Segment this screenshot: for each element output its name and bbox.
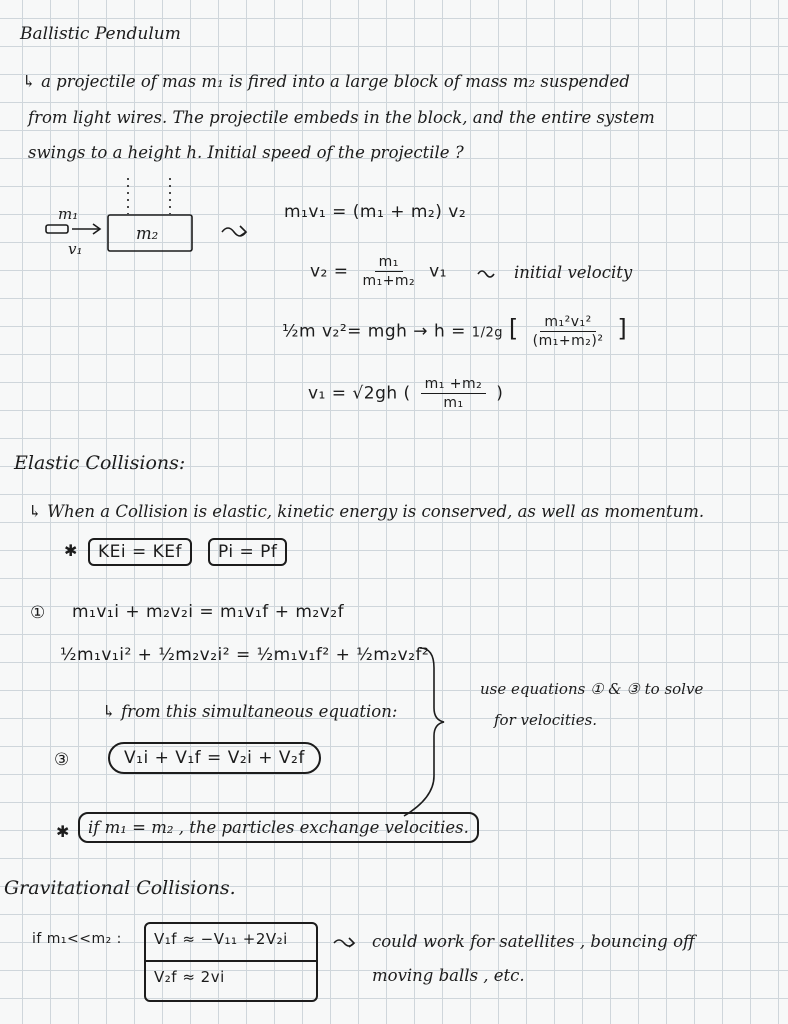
eq-v1-rhs: ): [496, 383, 504, 404]
marker-1: ①: [30, 603, 46, 623]
eq-v1-den: m₁: [443, 395, 464, 411]
eq-v2-num: m₁: [375, 254, 403, 272]
side-note-line-2: for velocities.: [494, 711, 598, 729]
gravitational-heading: Gravitational Collisions.: [4, 877, 236, 899]
box-ke: KEi = KEf: [88, 538, 192, 566]
initial-velocity-note: initial velocity: [514, 263, 633, 282]
page-title: Ballistic Pendulum: [20, 24, 181, 44]
eq-v2: [310, 254, 447, 289]
simultaneous-text: [102, 702, 397, 721]
eq-elastic-3: V₁i + V₁f = V₂i + V₂f: [108, 742, 321, 774]
simultaneous-text-label: from this simultaneous equation:: [121, 702, 398, 721]
eq-v2-den: m₁+m₂: [362, 273, 416, 289]
gravitational-condition: if m₁<<m₂ :: [32, 931, 122, 947]
marker-3: ③: [54, 750, 70, 770]
projectile-label: m₁: [58, 205, 79, 223]
box-p: Pi = Pf: [208, 538, 287, 566]
eq-v2-fraction: [358, 254, 419, 289]
eq-elastic-2: ½m₁v₁i² + ½m₂v₂i² = ½m₁v₁f² + ½m₂v₂f²: [60, 645, 430, 665]
gravitational-eq-a: V₁f ≈ −V₁₁ +2V₂i: [154, 930, 288, 948]
problem-line-3: swings to a height h. Initial speed of the projectile ?: [28, 143, 464, 162]
arrow-icon: ↳: [28, 502, 48, 521]
eq-v1: [308, 376, 503, 411]
projectile-shape: [46, 225, 68, 233]
eq-energy: ½m v₂²= mgh → h = 1/2g [ $\frac{\text{m₁²v₁²}}{\text{(m₁+m₂)²}}$ ]: [282, 314, 628, 349]
eq-elastic-1: m₁v₁i + m₂v₂i = m₁v₁f + m₂v₂f: [72, 602, 345, 622]
elastic-statement-text: When a Collision is elastic, kinetic energy is conserved, as well as momentum.: [47, 502, 705, 521]
elastic-statement: [28, 502, 704, 521]
brace-shape: [404, 648, 444, 816]
arrow-icon: ↳: [102, 702, 122, 721]
eq-energy-coef: 1/2g: [471, 325, 503, 341]
star-icon: ✱: [64, 541, 78, 560]
gravitational-note-line-1: could work for satellites , bouncing off: [372, 932, 695, 951]
gravitational-eq-b: V₂f ≈ 2vi: [154, 968, 225, 986]
eq-v1-fraction: [421, 376, 487, 411]
eq-v2-lhs: v₂ =: [310, 261, 349, 282]
star-icon: ✱: [56, 822, 70, 841]
eq-energy-num: m₁²v₁²: [540, 314, 595, 332]
velocity-label: v₁: [68, 240, 83, 258]
gravitational-divider: [144, 960, 318, 962]
side-note-line-1: use equations ① & ③ to solve: [480, 680, 704, 698]
eq-v2-rhs: v₁: [429, 261, 447, 282]
equal-mass-note: if m₁ = m₂ , the particles exchange velocities.: [78, 812, 479, 843]
gravitational-note-line-2: moving balls , etc.: [372, 966, 525, 985]
arrow-icon: ↳: [22, 72, 42, 91]
eq-momentum: m₁v₁ = (m₁ + m₂) v₂: [284, 202, 467, 222]
eq-v1-lhs: v₁ = √2gh (: [308, 383, 411, 404]
problem-line-2: from light wires. The projectile embeds in the block, and the entire system: [28, 108, 655, 127]
eq-v1-num: m₁ +m₂: [421, 376, 487, 394]
elastic-heading: Elastic Collisions:: [14, 452, 186, 474]
block-label: m₂: [136, 224, 159, 243]
problem-line-1-text: a projectile of mas m₁ is fired into a large block of mass m₂ suspended: [41, 72, 630, 91]
eq-energy-fraction: [529, 314, 608, 349]
eq-energy-lhs: ½m v₂²= mgh → h =: [282, 321, 466, 342]
eq-energy-den: (m₁+m₂)²: [532, 333, 604, 349]
